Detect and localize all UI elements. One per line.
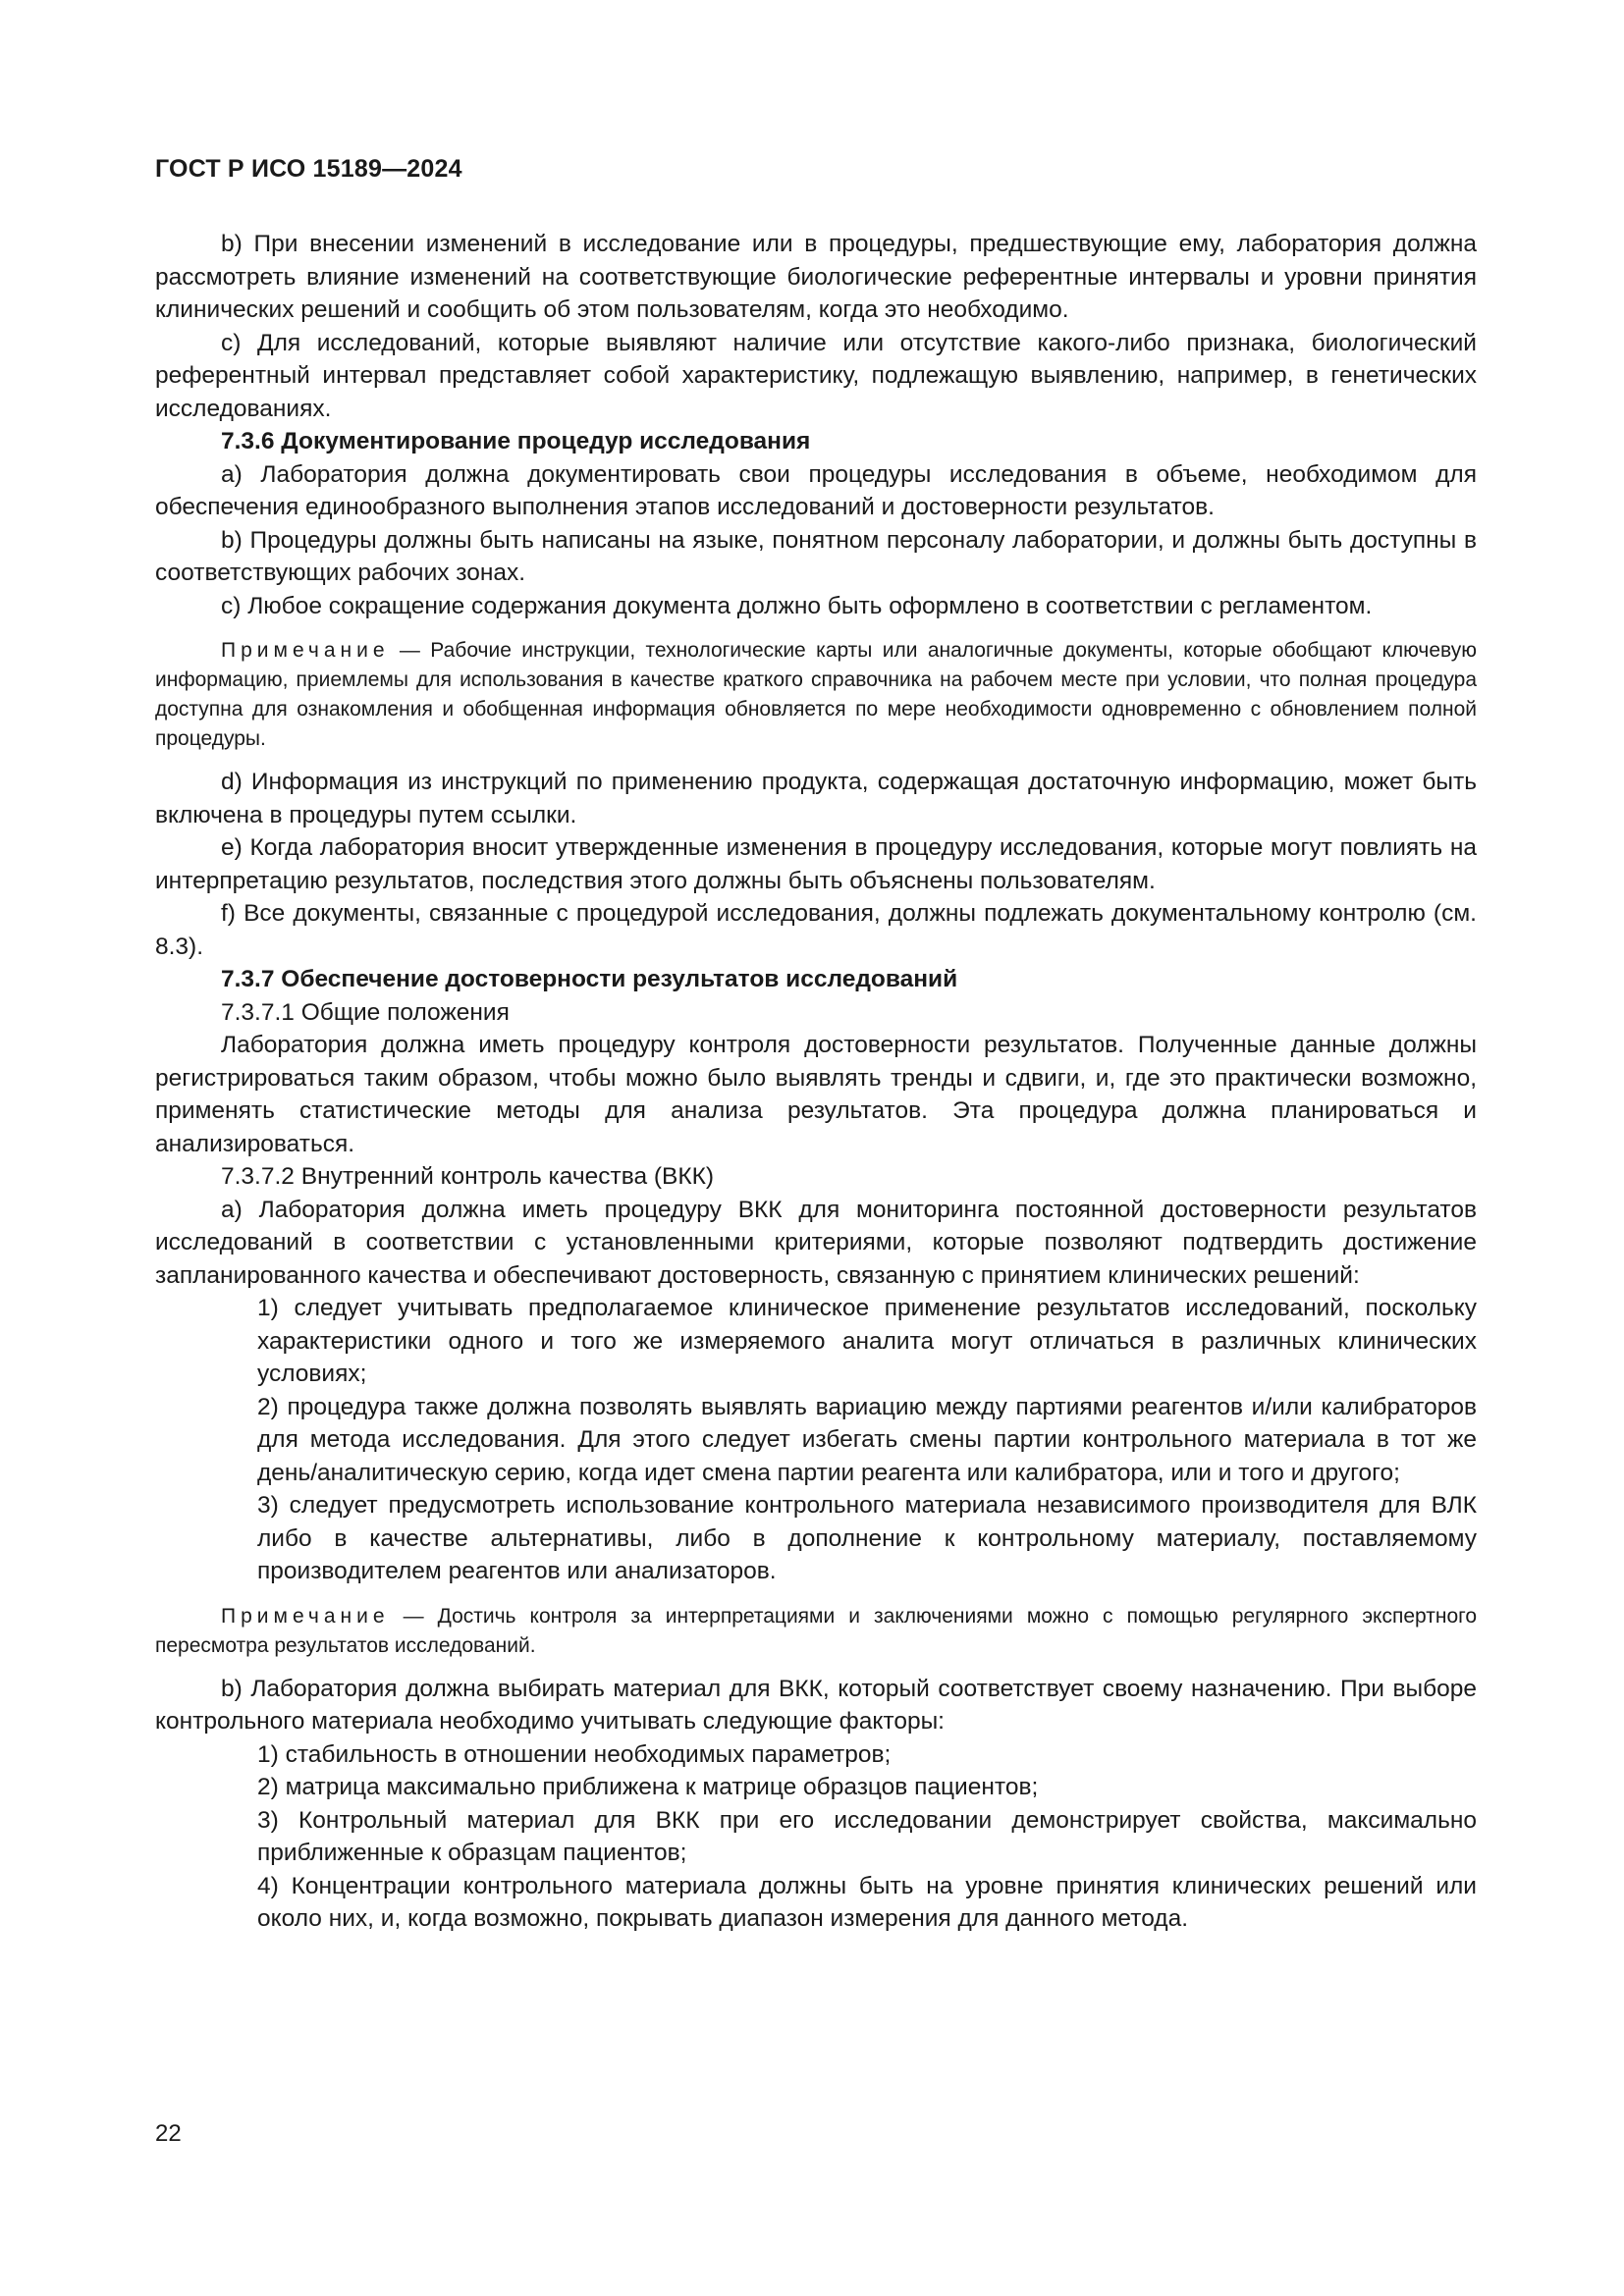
list-item: 2) матрица максимально приближена к матрице образцов пациентов; [257, 1774, 1039, 1800]
list-item: 3) следует предусмотреть использование контрольного материала независимого производителя для ВЛК либо в качестве альтернативы, либо в дополнение к контрольному материалу, поставляемому производителем реагентов или анализаторов. [257, 1492, 1477, 1584]
paragraph-7-3-6-b: b) Процедуры должны быть написаны на языке, понятном персоналу лаборатории, и должны быть доступны в соответствующих рабочих зонах. [155, 526, 1477, 586]
paragraph-7-3-6-c: c) Любое сокращение содержания документа должно быть оформлено в соответствии с регламентом. [221, 592, 1373, 619]
paragraph-7-3-7-2-b: b) Лаборатория должна выбирать материал для ВКК, который соответствует своему назначению. При выборе контрольного материала необходимо учитывать следующие факторы: [155, 1675, 1477, 1735]
note-2-text: — Достичь контроля за интерпретациями и заключениями можно с помощью регулярного экспертного пересмотра результатов исследований. [155, 1604, 1477, 1657]
list-item: 2) процедура также должна позволять выявлять вариацию между партиями реагентов и/или калибраторов для метода исследования. Для этого следует избегать смены партии контрольного материала в тот же день/аналитическую серию, когда идет смена партии реагента или калибратора, или и того и другого; [257, 1393, 1477, 1486]
list-item: 3) Контрольный материал для ВКК при его исследовании демонстрирует свойства, максимально приближенные к образцам пациентов; [257, 1806, 1477, 1866]
paragraph-7-3-6-f: f) Все документы, связанные с процедурой исследования, должны подлежать документальному контролю (см. 8.3). [155, 900, 1477, 960]
subsection-heading-7-3-7-1: 7.3.7.1 Общие положения [221, 998, 510, 1026]
page-body [155, 228, 1477, 1936]
page-number: 22 [155, 2120, 182, 2147]
paragraph-7-3-7-1: Лаборатория должна иметь процедуру контроля достоверности результатов. Полученные данные должны регистрироваться таким образом, чтобы можно было выявлять тренды и сдвиги, и, где это практически возможно, применять статистические методы для анализа результатов. Эта процедура должна планироваться и анализироваться. [155, 1032, 1477, 1157]
paragraph-7-3-6-e: e) Когда лаборатория вносит утвержденные изменения в процедуру исследования, которые могут повлиять на интерпретацию результатов, последствия этого должны быть объяснены пользователям. [155, 834, 1477, 894]
paragraph-7-3-6-a: a) Лаборатория должна документировать свои процедуры исследования в объеме, необходимом для обеспечения единообразного выполнения этапов исследований и достоверности результатов. [155, 460, 1477, 520]
list-item: 1) стабильность в отношении необходимых параметров; [257, 1740, 892, 1768]
paragraph-b-changes: b) При внесении изменений в исследование или в процедуры, предшествующие ему, лаборатория должна рассмотреть влияние изменений на соответствующие биологические референтные интервалы и уровни принятия клинических решений и сообщить об этом пользователям, когда это необходимо. [155, 231, 1477, 323]
document-header: ГОСТ Р ИСО 15189—2024 [155, 155, 462, 183]
paragraph-7-3-7-2-a: a) Лаборатория должна иметь процедуру ВКК для мониторинга постоянной достоверности результатов исследований в соответствии с установленными критериями, которые позволяют подтвердить достижение запланированного качества и обеспечивают достоверность, связанную с принятием клинических решений: [155, 1196, 1477, 1289]
section-heading-7-3-6: 7.3.6 Документирование процедур исследования [221, 428, 811, 454]
list-item: 1) следует учитывать предполагаемое клиническое применение результатов исследований, поскольку характеристики одного и того же измеряемого аналита могут отличаться в различных клинических условиях; [257, 1295, 1477, 1387]
paragraph-c-presence: c) Для исследований, которые выявляют наличие или отсутствие какого-либо признака, биологический референтный интервал представляет собой характеристику, подлежащую выявлению, например, в генетических исследованиях. [155, 329, 1477, 422]
note-1-text: — Рабочие инструкции, технологические карты или аналогичные документы, которые обобщают ключевую информацию, приемлемы для использования в качестве краткого справочника на рабочем месте при условии, что полная процедура доступна для ознакомления и обобщенная информация обновляется по мере необходимости одновременно с обновлением полной процедуры. [155, 639, 1477, 750]
paragraph-7-3-6-d: d) Информация из инструкций по применению продукта, содержащая достаточную информацию, может быть включена в процедуры путем ссылки. [155, 769, 1477, 828]
list-item: 4) Концентрации контрольного материала должны быть на уровне принятия клинических решений или около них, и, когда возможно, покрывать диапазон измерения для данного метода. [257, 1872, 1477, 1932]
section-heading-7-3-7: 7.3.7 Обеспечение достоверности результатов исследований [221, 966, 958, 992]
note-1-label: Примечание [221, 639, 390, 662]
note-2 [155, 1602, 1477, 1661]
note-1 [155, 636, 1477, 754]
note-2-label: Примечание [221, 1604, 390, 1628]
subsection-heading-7-3-7-2: 7.3.7.2 Внутренний контроль качества (ВКК) [221, 1163, 715, 1190]
